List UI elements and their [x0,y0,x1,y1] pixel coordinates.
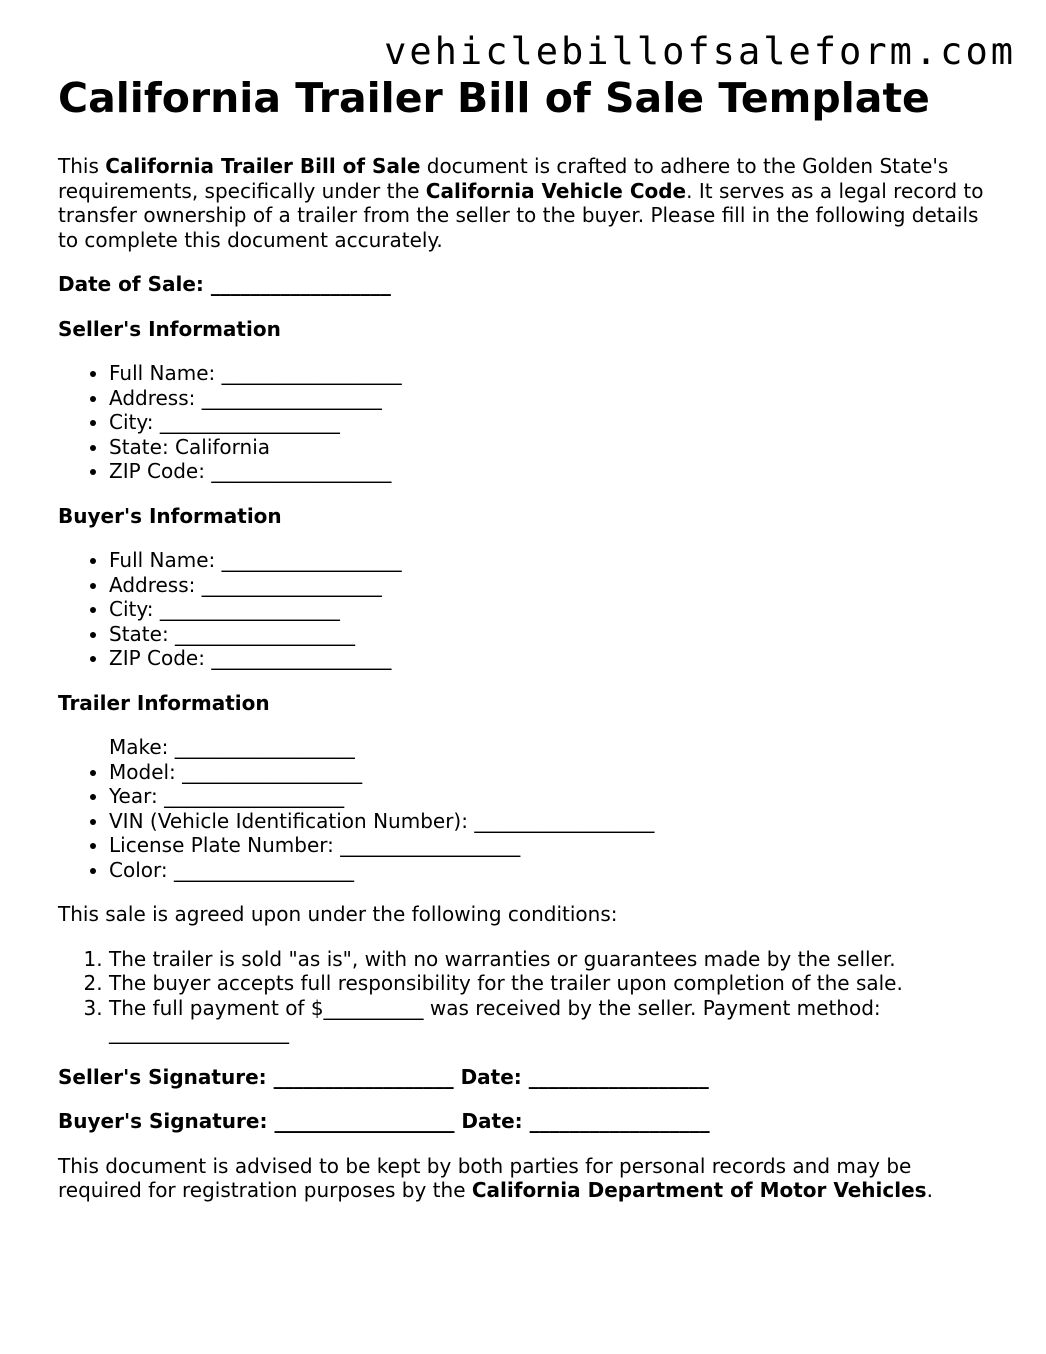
seller-signature-date-blank[interactable]: __________________ [528,1064,709,1089]
buyer-address-field[interactable]: • Address: __________________ [109,573,998,598]
buyer-full-name-field[interactable]: • Full Name: __________________ [109,548,998,573]
intro-bold-vehicle-code: California Vehicle Code [425,178,687,203]
buyer-city-field[interactable]: • City: __________________ [109,597,998,622]
buyer-state-field[interactable]: • State: __________________ [109,622,998,647]
document-body [58,72,998,1223]
seller-address-field[interactable]: • Address: __________________ [109,386,998,411]
buyer-signature-blank[interactable]: __________________ [274,1109,455,1133]
site-watermark: vehiclebillofsaleform.com [384,30,1016,73]
closing-bold-dmv: California Department of Motor Vehicles [471,1178,927,1202]
seller-signature-label: Seller's Signature: [58,1064,267,1089]
buyer-info-heading: Buyer's Information [58,503,282,528]
conditions-list [58,947,998,1045]
trailer-info-list [58,735,998,882]
seller-state-field: • State: California [109,435,998,460]
buyer-zip-field[interactable]: • ZIP Code: __________________ [109,646,998,671]
intro-text-1: This [58,154,106,178]
intro-text-2: document is crafted to adhere to the Golden State's requirements, specifically under the [58,154,949,203]
closing-text-1: This document is advised to be kept by both parties for personal records and may be required for registration purposes by the [58,1153,912,1202]
intro-text-3: . It serves as a legal record to transfer ownership of a trailer from the seller to the buyer. Please fill in the following details to complete this document accurately. [58,178,984,252]
buyer-info-list [58,548,998,671]
trailer-color-field[interactable]: • Color: __________________ [109,858,998,883]
condition-responsibility: 2. The buyer accepts full responsibility for the trailer upon completion of the sale. [109,971,998,996]
seller-signature-date-label: Date: [460,1064,522,1089]
buyer-signature-date-label: Date: [461,1109,523,1133]
intro-paragraph [58,154,998,252]
buyer-signature-label: Buyer's Signature: [58,1109,268,1133]
seller-info-list [58,361,998,484]
conditions-intro: This sale is agreed upon under the following conditions: [58,902,618,926]
seller-signature-blank[interactable]: __________________ [273,1064,454,1089]
trailer-info-heading: Trailer Information [58,690,270,715]
trailer-plate-field[interactable]: • License Plate Number: __________________ [109,833,998,858]
date-of-sale-blank[interactable]: __________________ [210,272,391,296]
buyer-signature-line [58,1109,998,1134]
buyer-signature-date-blank[interactable]: __________________ [529,1109,710,1133]
trailer-model-field[interactable]: • Model: __________________ [109,760,998,785]
page-title: California Trailer Bill of Sale Template [58,74,930,122]
intro-bold-form-name: California Trailer Bill of Sale [105,154,421,178]
closing-text-2: . [926,1178,933,1202]
date-of-sale-field [58,272,998,297]
trailer-year-field[interactable]: • Year: __________________ [109,784,998,809]
trailer-make-field[interactable]: Make: __________________ [109,735,355,759]
condition-as-is: 1. The trailer is sold "as is", with no warranties or guarantees made by the seller. [109,947,998,972]
date-of-sale-label: Date of Sale: [58,272,204,296]
seller-zip-field[interactable]: • ZIP Code: __________________ [109,459,998,484]
seller-city-field[interactable]: • City: __________________ [109,410,998,435]
seller-full-name-field[interactable]: • Full Name: __________________ [109,361,998,386]
condition-payment[interactable]: 3. The full payment of $__________ was received by the seller. Payment method: __________________ [109,996,998,1045]
trailer-vin-field[interactable]: • VIN (Vehicle Identification Number): __________________ [109,809,998,834]
seller-signature-line [58,1065,998,1090]
closing-paragraph [58,1154,998,1203]
seller-info-heading: Seller's Information [58,316,281,341]
